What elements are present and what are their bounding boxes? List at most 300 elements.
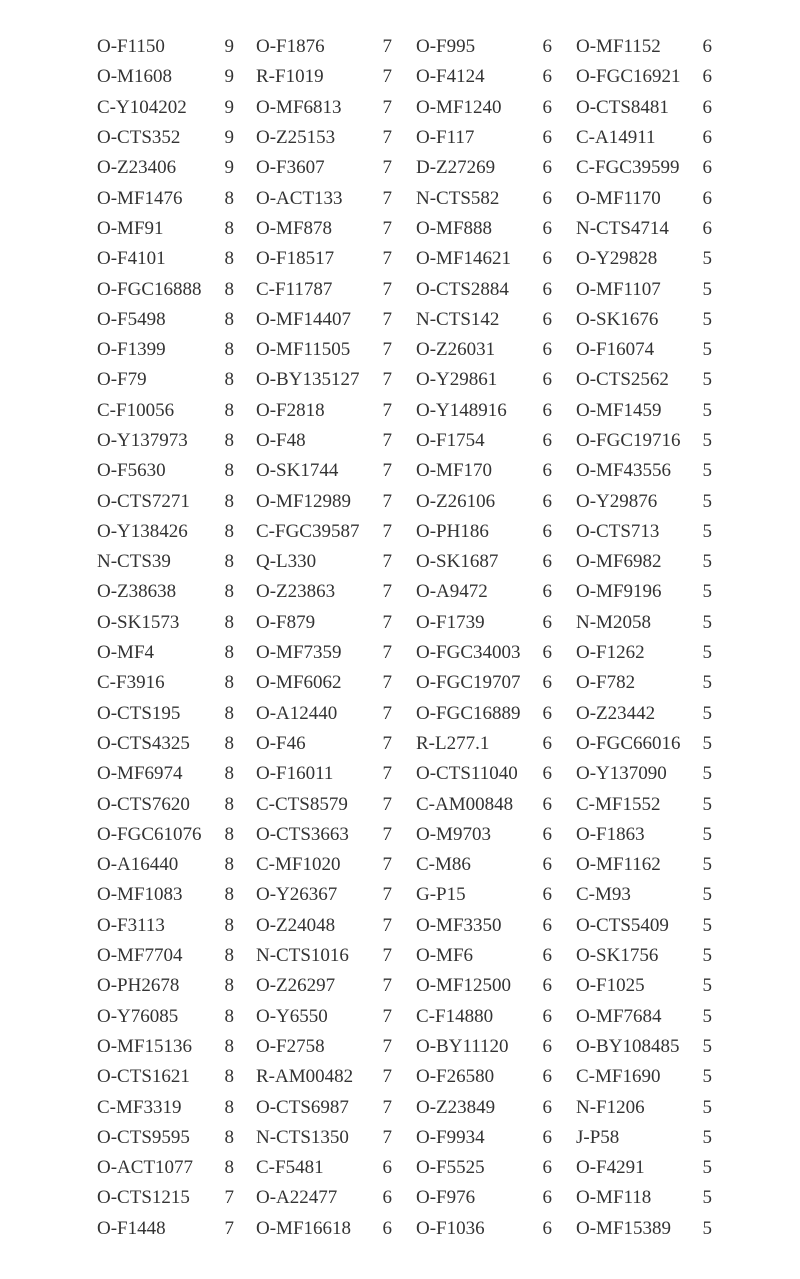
table-cell: [416, 62, 576, 92]
marker-count: 6: [542, 793, 552, 815]
table-cell: [416, 638, 576, 668]
marker-count: 6: [702, 187, 712, 209]
table-cell: [256, 1123, 416, 1153]
marker-count: 6: [542, 1096, 552, 1118]
marker-count: 8: [224, 732, 234, 754]
table-cell: [256, 1002, 416, 1032]
table-row: [97, 426, 727, 456]
marker-count: 6: [542, 672, 552, 694]
marker-name: O-SK1756: [576, 945, 659, 967]
marker-count: 7: [382, 36, 392, 58]
table-cell: [416, 93, 576, 123]
marker-name: O-BY108485: [576, 1035, 680, 1057]
table-row: [97, 729, 727, 759]
marker-count: 6: [542, 702, 552, 724]
table-cell: [416, 1153, 576, 1183]
marker-name: C-M93: [576, 884, 631, 906]
marker-count: 7: [382, 672, 392, 694]
marker-count: 5: [702, 551, 712, 573]
marker-count: 7: [382, 914, 392, 936]
table-cell: [416, 244, 576, 274]
marker-name: O-F1863: [576, 823, 645, 845]
marker-name: O-CTS8481: [576, 96, 669, 118]
marker-count: 8: [224, 672, 234, 694]
marker-count: 6: [542, 1066, 552, 1088]
table-cell: [97, 1062, 256, 1092]
table-cell: [97, 971, 256, 1001]
marker-count: 6: [542, 217, 552, 239]
marker-name: O-Z26297: [256, 975, 336, 997]
table-cell: [416, 365, 576, 395]
marker-name: O-MF6982: [576, 551, 662, 573]
table-cell: [576, 668, 716, 698]
table-cell: [576, 244, 716, 274]
marker-count: 7: [382, 127, 392, 149]
marker-count: 8: [224, 248, 234, 270]
marker-count: 7: [382, 1126, 392, 1148]
marker-name: O-F2818: [256, 399, 325, 421]
table-row: [97, 1002, 727, 1032]
table-cell: [97, 456, 256, 486]
table-row: [97, 486, 727, 516]
table-row: [97, 1062, 727, 1092]
marker-name: O-F16074: [576, 339, 655, 361]
table-cell: [576, 971, 716, 1001]
marker-name: O-SK1676: [576, 308, 659, 330]
marker-name: O-F1262: [576, 642, 645, 664]
marker-name: O-CTS7271: [97, 490, 190, 512]
table-row: [97, 517, 727, 547]
marker-count: 6: [542, 430, 552, 451]
marker-count: 5: [702, 672, 712, 694]
marker-name: O-FGC19707: [416, 672, 521, 694]
marker-name: O-SK1744: [256, 460, 339, 482]
marker-count: 8: [224, 1126, 234, 1148]
marker-name: O-MF91: [97, 217, 164, 239]
table-cell: [97, 941, 256, 971]
marker-count: 7: [382, 520, 392, 542]
marker-count: 6: [542, 1217, 552, 1239]
marker-count-table: [97, 32, 727, 1244]
table-cell: [97, 244, 256, 274]
marker-name: O-MF12989: [256, 490, 352, 512]
marker-count: 5: [702, 611, 712, 633]
marker-name: O-BY135127: [256, 369, 360, 391]
table-cell: [576, 184, 716, 214]
marker-count: 5: [702, 793, 712, 815]
table-row: [97, 1092, 727, 1122]
table-cell: [256, 577, 416, 607]
marker-count: 6: [542, 278, 552, 300]
table-cell: [256, 62, 416, 92]
marker-count: 6: [702, 36, 712, 58]
marker-count: 6: [542, 248, 552, 270]
marker-name: O-F3113: [97, 914, 165, 936]
marker-count: 6: [542, 823, 552, 845]
marker-count: 7: [382, 430, 392, 451]
table-cell: [416, 1032, 576, 1062]
table-cell: [256, 305, 416, 335]
marker-count: 6: [542, 339, 552, 361]
table-row: [97, 123, 727, 153]
table-cell: [256, 880, 416, 910]
marker-count: 5: [702, 763, 712, 785]
table-cell: [576, 1153, 716, 1183]
marker-name: O-MF7704: [97, 945, 183, 967]
table-cell: [416, 426, 576, 456]
marker-count: 8: [224, 763, 234, 785]
table-cell: [97, 1032, 256, 1062]
marker-count: 7: [382, 975, 392, 997]
table-row: [97, 244, 727, 274]
table-cell: [416, 1062, 576, 1092]
marker-name: O-F2758: [256, 1035, 325, 1057]
marker-count: 8: [224, 1035, 234, 1057]
marker-count: 7: [382, 854, 392, 876]
table-row: [97, 305, 727, 335]
marker-name: O-F782: [576, 672, 636, 694]
table-cell: [416, 1123, 576, 1153]
marker-count: 6: [542, 460, 552, 482]
marker-name: O-Y6550: [256, 1005, 328, 1027]
marker-count: 6: [542, 854, 552, 876]
table-cell: [256, 911, 416, 941]
marker-count: 6: [702, 96, 712, 118]
marker-count: 5: [702, 1187, 712, 1209]
marker-count: 9: [224, 96, 234, 118]
marker-count: 6: [542, 66, 552, 88]
marker-name: O-F3607: [256, 157, 325, 179]
marker-count: 6: [542, 1126, 552, 1148]
marker-count: 6: [542, 127, 552, 149]
marker-name: O-CTS195: [97, 702, 181, 724]
table-row: [97, 820, 727, 850]
marker-count: 5: [702, 1157, 712, 1179]
table-cell: [256, 426, 416, 456]
table-cell: [576, 880, 716, 910]
marker-name: O-F79: [97, 369, 147, 391]
marker-name: O-MF1107: [576, 278, 661, 300]
marker-count: 5: [702, 1126, 712, 1148]
marker-count: 6: [542, 1035, 552, 1057]
table-row: [97, 850, 727, 880]
table-cell: [256, 335, 416, 365]
marker-name: C-Y104202: [97, 96, 187, 118]
marker-count: 6: [542, 732, 552, 754]
marker-count: 8: [224, 945, 234, 967]
table-cell: [416, 123, 576, 153]
table-cell: [576, 456, 716, 486]
marker-name: C-FGC39599: [576, 157, 680, 179]
marker-count: 5: [702, 278, 712, 300]
marker-name: O-Z26031: [416, 339, 496, 361]
table-cell: [416, 153, 576, 183]
marker-count: 8: [224, 308, 234, 330]
marker-name: O-CTS2562: [576, 369, 669, 391]
marker-count: 6: [542, 945, 552, 967]
marker-name: O-CTS352: [97, 127, 181, 149]
marker-name: O-MF1152: [576, 36, 661, 58]
marker-name: O-F16011: [256, 763, 334, 785]
table-cell: [576, 62, 716, 92]
marker-name: O-F1448: [97, 1217, 166, 1239]
table-cell: [97, 1183, 256, 1213]
table-cell: [416, 305, 576, 335]
table-row: [97, 62, 727, 92]
marker-count: 7: [382, 763, 392, 785]
table-cell: [576, 759, 716, 789]
marker-count: 6: [382, 1217, 392, 1239]
marker-name: O-MF11505: [256, 339, 351, 361]
marker-name: O-MF7684: [576, 1005, 662, 1027]
marker-name: O-F879: [256, 611, 316, 633]
table-cell: [256, 941, 416, 971]
marker-name: O-Y137090: [576, 763, 667, 785]
marker-name: R-AM00482: [256, 1066, 354, 1088]
table-cell: [97, 577, 256, 607]
marker-count: 6: [542, 611, 552, 633]
marker-name: N-CTS39: [97, 551, 171, 573]
table-cell: [256, 608, 416, 638]
table-cell: [97, 62, 256, 92]
table-cell: [416, 1214, 576, 1244]
marker-name: O-MF888: [416, 217, 493, 239]
table-cell: [576, 850, 716, 880]
table-cell: [256, 517, 416, 547]
table-cell: [256, 971, 416, 1001]
table-cell: [416, 759, 576, 789]
table-cell: [416, 275, 576, 305]
marker-count: 7: [382, 490, 392, 512]
marker-count: 7: [382, 945, 392, 967]
marker-name: O-CTS1215: [97, 1187, 190, 1209]
table-row: [97, 608, 727, 638]
marker-count: 6: [702, 157, 712, 179]
marker-count: 5: [702, 369, 712, 391]
table-cell: [576, 123, 716, 153]
marker-name: O-MF170: [416, 460, 493, 482]
marker-name: D-Z27269: [416, 157, 496, 179]
table-cell: [576, 426, 716, 456]
marker-count: 6: [542, 914, 552, 936]
marker-count: 5: [702, 460, 712, 482]
table-cell: [256, 184, 416, 214]
table-cell: [416, 820, 576, 850]
marker-name: C-CTS8579: [256, 793, 348, 815]
marker-name: G-P15: [416, 884, 466, 906]
table-cell: [576, 699, 716, 729]
table-cell: [97, 517, 256, 547]
marker-count: 7: [382, 339, 392, 361]
table-cell: [576, 517, 716, 547]
table-cell: [576, 1123, 716, 1153]
marker-count: 5: [702, 854, 712, 876]
marker-count: 7: [382, 157, 392, 179]
table-cell: [576, 638, 716, 668]
table-cell: [416, 850, 576, 880]
marker-name: O-Z23406: [97, 157, 177, 179]
marker-count: 6: [542, 36, 552, 58]
marker-name: C-F3916: [97, 672, 165, 694]
marker-count: 5: [702, 520, 712, 542]
marker-count: 9: [224, 66, 234, 88]
table-cell: [576, 487, 716, 517]
table-cell: [97, 1214, 256, 1244]
marker-name: O-M1608: [97, 66, 172, 88]
marker-count: 6: [542, 884, 552, 906]
marker-name: O-Y148916: [416, 399, 507, 421]
marker-name: O-Z38638: [97, 581, 177, 603]
table-cell: [97, 1002, 256, 1032]
table-cell: [576, 729, 716, 759]
table-cell: [97, 729, 256, 759]
table-cell: [256, 638, 416, 668]
marker-count: 6: [542, 187, 552, 209]
marker-count: 8: [224, 1157, 234, 1179]
marker-count: 7: [382, 793, 392, 815]
marker-count: 8: [224, 490, 234, 512]
table-cell: [97, 1153, 256, 1183]
marker-name: C-MF1020: [256, 854, 341, 876]
table-row: [97, 1153, 727, 1183]
table-cell: [576, 335, 716, 365]
table-cell: [576, 93, 716, 123]
marker-name: O-F1754: [416, 430, 485, 451]
marker-count: 5: [702, 581, 712, 603]
marker-name: O-F26580: [416, 1066, 495, 1088]
marker-name: N-CTS1350: [256, 1126, 349, 1148]
marker-name: O-MF3350: [416, 914, 502, 936]
table-cell: [256, 1153, 416, 1183]
marker-name: C-F10056: [97, 399, 175, 421]
marker-name: O-MF15136: [97, 1035, 193, 1057]
marker-name: N-M2058: [576, 611, 651, 633]
marker-name: O-MF1240: [416, 96, 502, 118]
table-cell: [576, 153, 716, 183]
marker-name: C-MF3319: [97, 1096, 182, 1118]
marker-name: O-F1036: [416, 1217, 485, 1239]
table-cell: [97, 699, 256, 729]
marker-count: 8: [224, 1005, 234, 1027]
table-cell: [416, 668, 576, 698]
table-cell: [97, 759, 256, 789]
marker-name: O-F1399: [97, 339, 166, 361]
table-cell: [256, 820, 416, 850]
marker-name: O-A12440: [256, 702, 338, 724]
marker-name: N-CTS4714: [576, 217, 669, 239]
table-row: [97, 699, 727, 729]
marker-name: Q-L330: [256, 551, 317, 573]
marker-count: 7: [382, 732, 392, 754]
marker-name: O-Z23849: [416, 1096, 496, 1118]
table-cell: [97, 850, 256, 880]
marker-count: 6: [702, 66, 712, 88]
table-row: [97, 789, 727, 819]
marker-count: 8: [224, 369, 234, 391]
marker-name: O-MF43556: [576, 460, 672, 482]
marker-count: 7: [224, 1217, 234, 1239]
marker-count: 7: [224, 1187, 234, 1209]
table-cell: [416, 1002, 576, 1032]
marker-name: C-F11787: [256, 278, 333, 300]
table-row: [97, 1214, 727, 1244]
table-cell: [576, 1093, 716, 1123]
table-cell: [97, 790, 256, 820]
marker-count: 8: [224, 1096, 234, 1118]
marker-name: O-MF6: [416, 945, 474, 967]
marker-count: 8: [224, 339, 234, 361]
marker-count: 6: [542, 520, 552, 542]
marker-count: 6: [542, 96, 552, 118]
marker-count: 8: [224, 1066, 234, 1088]
table-cell: [256, 759, 416, 789]
marker-count: 6: [702, 127, 712, 149]
table-row: [97, 759, 727, 789]
marker-count: 6: [542, 581, 552, 603]
marker-count: 6: [542, 763, 552, 785]
marker-name: O-MF1476: [97, 187, 183, 209]
marker-name: O-F46: [256, 732, 306, 754]
marker-name: O-CTS4325: [97, 732, 190, 754]
table-cell: [97, 911, 256, 941]
marker-count: 7: [382, 642, 392, 664]
marker-count: 7: [382, 399, 392, 421]
marker-name: O-A16440: [97, 854, 179, 876]
table-cell: [97, 365, 256, 395]
table-row: [97, 153, 727, 183]
marker-name: O-MF6974: [97, 763, 183, 785]
marker-name: O-MF15389: [576, 1217, 672, 1239]
marker-name: O-FGC16921: [576, 66, 681, 88]
marker-name: O-FGC66016: [576, 732, 681, 754]
table-cell: [256, 729, 416, 759]
table-cell: [256, 365, 416, 395]
table-cell: [416, 911, 576, 941]
marker-count: 5: [702, 430, 712, 451]
table-cell: [256, 1032, 416, 1062]
table-cell: [416, 487, 576, 517]
marker-count: 6: [542, 490, 552, 512]
table-row: [97, 1032, 727, 1062]
marker-name: O-MF1459: [576, 399, 662, 421]
marker-name: C-A14911: [576, 127, 656, 149]
table-cell: [576, 214, 716, 244]
marker-count: 7: [382, 66, 392, 88]
marker-name: O-MF9196: [576, 581, 662, 603]
marker-count: 9: [224, 157, 234, 179]
marker-count: 8: [224, 399, 234, 421]
marker-count: 6: [542, 308, 552, 330]
table-cell: [416, 517, 576, 547]
table-cell: [256, 547, 416, 577]
marker-name: O-F1876: [256, 36, 325, 58]
table-cell: [97, 275, 256, 305]
marker-name: C-MF1552: [576, 793, 661, 815]
table-cell: [416, 184, 576, 214]
marker-count: 7: [382, 369, 392, 391]
marker-name: O-F4124: [416, 66, 485, 88]
marker-name: O-MF6062: [256, 672, 342, 694]
marker-count: 8: [224, 642, 234, 664]
table-cell: [576, 32, 716, 62]
table-cell: [256, 790, 416, 820]
table-row: [97, 638, 727, 668]
marker-name: O-CTS3663: [256, 823, 349, 845]
marker-count: 9: [224, 36, 234, 58]
table-row: [97, 1183, 727, 1213]
marker-name: O-MF6813: [256, 96, 342, 118]
table-cell: [416, 608, 576, 638]
